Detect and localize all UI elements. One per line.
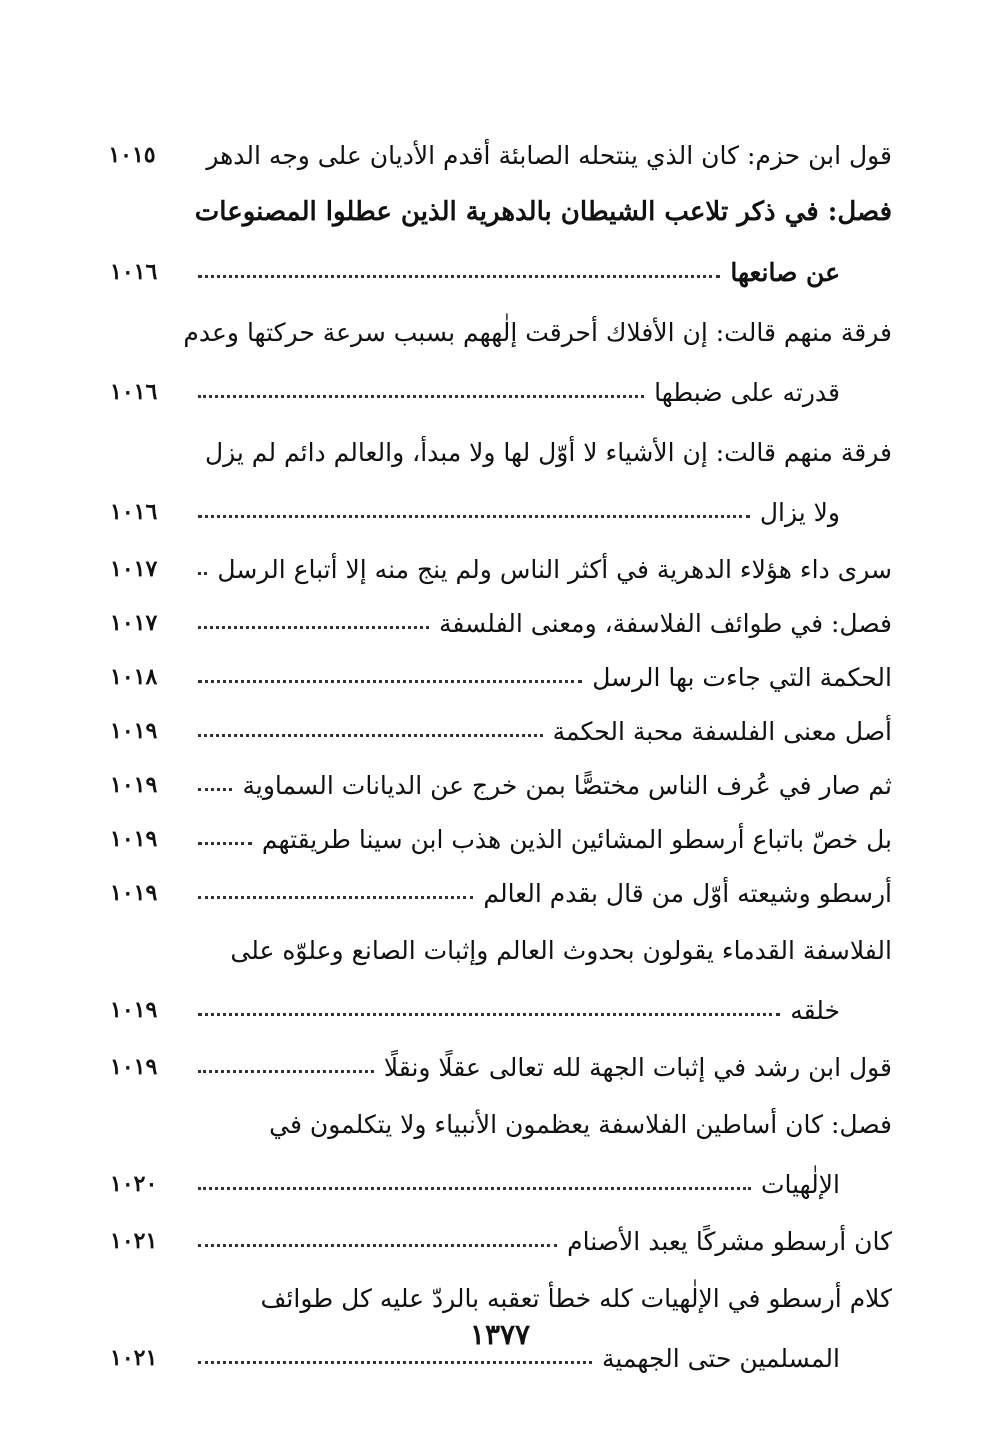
- toc-entry-text: ثم صار في عُرف الناس مختصًّا بمن خرج عن الديانات السماوية: [242, 770, 892, 800]
- toc-page-number: ١٠١٦: [110, 499, 158, 525]
- toc-entry-text: قدرته على ضبطها: [654, 377, 840, 407]
- dot-leader: [198, 626, 429, 629]
- dot-leader: [198, 515, 750, 518]
- toc-entry-text: فصل: في طوائف الفلاسفة، ومعنى الفلسفة: [438, 608, 892, 638]
- dot-leader: [198, 1070, 374, 1073]
- dot-leader: [198, 788, 232, 791]
- toc-entry: [110, 422, 892, 542]
- toc-entry-text: أرسطو وشيعته أوّل من قال بقدم العالم: [483, 878, 892, 908]
- table-of-contents: [110, 128, 892, 1388]
- toc-page-number: ١٠١٩: [110, 718, 158, 744]
- toc-entry: [110, 302, 892, 422]
- toc-entry-line: [110, 362, 892, 422]
- toc-entry-line: [110, 1214, 892, 1268]
- toc-entry: [110, 758, 892, 812]
- toc-entry: [110, 920, 892, 1040]
- toc-page-number: ١٠١٩: [110, 1054, 158, 1080]
- toc-entry-text: خلقه: [790, 995, 840, 1025]
- toc-entry-text: الحكمة التي جاءت بها الرسل: [592, 662, 892, 692]
- toc-page-number: ١٠٢١: [110, 1228, 158, 1254]
- toc-entry-text: قول ابن رشد في إثبات الجهة لله تعالى عقلًا ونقلًا: [383, 1052, 892, 1082]
- page-number: ١٣٧٧: [469, 1318, 531, 1351]
- toc-entry-line: [110, 1154, 892, 1214]
- toc-entry: [110, 542, 892, 596]
- toc-entry-line: [110, 242, 892, 302]
- toc-page-number: ١٠١٥: [108, 142, 156, 168]
- dot-leader: [198, 1013, 780, 1016]
- toc-page-number: ١٠١٧: [110, 556, 158, 582]
- toc-entry: [110, 650, 892, 704]
- toc-entry-line: [110, 542, 892, 596]
- toc-entry-text: الفلاسفة القدماء يقولون بحدوث العالم وإثبات الصانع وعلوّه على: [230, 935, 892, 965]
- toc-entry: [110, 866, 892, 920]
- toc-entry-text: فرقة منهم قالت: إن الأفلاك أحرقت إلٰههم بسبب سرعة حركتها وعدم: [183, 317, 892, 347]
- dot-leader: [198, 275, 720, 278]
- toc-entry-line: [110, 1094, 892, 1154]
- toc-entry-text: بل خصّ باتباع أرسطو المشائين الذين هذب ابن سينا طريقتهم: [261, 824, 892, 854]
- toc-entry-text: أصل معنى الفلسفة محبة الحكمة: [552, 716, 892, 746]
- toc-entry-text: كلام أرسطو في الإلٰهيات كله خطأ تعقبه بالردّ عليه كل طوائف: [260, 1283, 892, 1313]
- dot-leader: [198, 734, 543, 737]
- dot-leader: [198, 572, 207, 575]
- toc-entry-line: [110, 866, 892, 920]
- toc-page-number: ١٠١٩: [110, 880, 158, 906]
- toc-entry-line: [110, 302, 892, 362]
- toc-entry: [110, 596, 892, 650]
- toc-page-number: ١٠١٨: [110, 664, 158, 690]
- toc-entry: [110, 128, 892, 182]
- toc-page-number: ١٠٢١: [110, 1345, 158, 1371]
- toc-entry-text: فرقة منهم قالت: إن الأشياء لا أوّل لها ولا مبدأ، والعالم دائم لم يزل: [204, 437, 892, 467]
- toc-entry-line: [110, 704, 892, 758]
- toc-entry: [110, 1040, 892, 1094]
- toc-entry: [110, 1094, 892, 1214]
- toc-entry-text: قول ابن حزم: كان الذي ينتحله الصابئة أقدم الأديان على وجه الدهر: [206, 140, 892, 170]
- toc-entry-text: فصل: كان أساطين الفلاسفة يعظمون الأنبياء ولا يتكلمون في: [269, 1109, 892, 1139]
- toc-page-number: ١٠١٩: [110, 772, 158, 798]
- toc-entry-line: [110, 1040, 892, 1094]
- dot-leader: [198, 395, 644, 398]
- toc-entry: [110, 704, 892, 758]
- toc-page-number: ١٠٢٠: [110, 1171, 158, 1197]
- toc-entry-line: [110, 650, 892, 704]
- toc-entry-text: الإلٰهيات: [760, 1169, 840, 1199]
- dot-leader: [198, 1361, 592, 1364]
- toc-entry-text: فصل: في ذكر تلاعب الشيطان بالدهرية الذين عطلوا المصنوعات: [194, 197, 892, 227]
- toc-entry-line: [110, 812, 892, 866]
- toc-page-number: ١٠١٧: [110, 610, 158, 636]
- toc-entry-line: [110, 182, 892, 242]
- toc-entry-line: [110, 482, 892, 542]
- toc-entry: [110, 182, 892, 302]
- dot-leader: [198, 1187, 751, 1190]
- toc-entry-text: المسلمين حتى الجهمية: [602, 1343, 840, 1373]
- dot-leader: [198, 1244, 557, 1247]
- toc-page-number: ١٠١٦: [110, 379, 158, 405]
- toc-entry: [110, 812, 892, 866]
- dot-leader: [198, 842, 252, 845]
- toc-page-number: ١٠١٩: [110, 826, 158, 852]
- toc-entry: [110, 1214, 892, 1268]
- toc-entry-line: [110, 758, 892, 812]
- toc-entry-text: سرى داء هؤلاء الدهرية في أكثر الناس ولم ينج منه إلا أتباع الرسل: [217, 554, 892, 584]
- toc-entry-line: [110, 980, 892, 1040]
- toc-entry-line: [110, 422, 892, 482]
- toc-entry-text: عن صانعها: [730, 257, 840, 287]
- dot-leader: [198, 896, 473, 899]
- toc-page-number: ١٠١٩: [110, 997, 158, 1023]
- toc-entry-line: [110, 128, 892, 182]
- toc-entry-line: [110, 596, 892, 650]
- dot-leader: [198, 680, 582, 683]
- toc-entry-text: ولا يزال: [759, 497, 840, 527]
- toc-entry-line: [110, 920, 892, 980]
- toc-entry-text: كان أرسطو مشركًا يعبد الأصنام: [567, 1226, 892, 1256]
- toc-page-number: ١٠١٦: [110, 259, 158, 285]
